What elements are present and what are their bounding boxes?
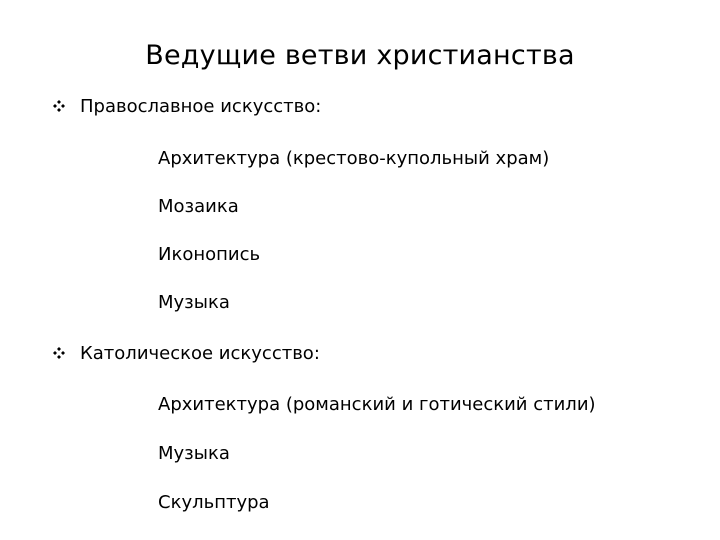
list-item: Музыка xyxy=(158,443,230,464)
list-item: Архитектура (романский и готический стили) xyxy=(158,394,596,415)
list-item: Мозаика xyxy=(158,196,239,217)
list-item: Архитектура (крестово-купольный храм) xyxy=(158,148,550,169)
slide-title: Ведущие ветви христианства xyxy=(145,40,575,71)
list-item: Музыка xyxy=(158,292,230,313)
list-item: Скульптура xyxy=(158,492,270,513)
four-diamond-bullet-icon xyxy=(52,346,66,360)
section-heading-orthodox xyxy=(52,96,321,117)
section-heading-catholic xyxy=(52,343,320,364)
section-heading-label: Католическое искусство: xyxy=(80,343,320,364)
four-diamond-bullet-icon xyxy=(52,99,66,113)
list-item: Иконопись xyxy=(158,244,261,265)
section-heading-label: Православное искусство: xyxy=(80,96,322,117)
